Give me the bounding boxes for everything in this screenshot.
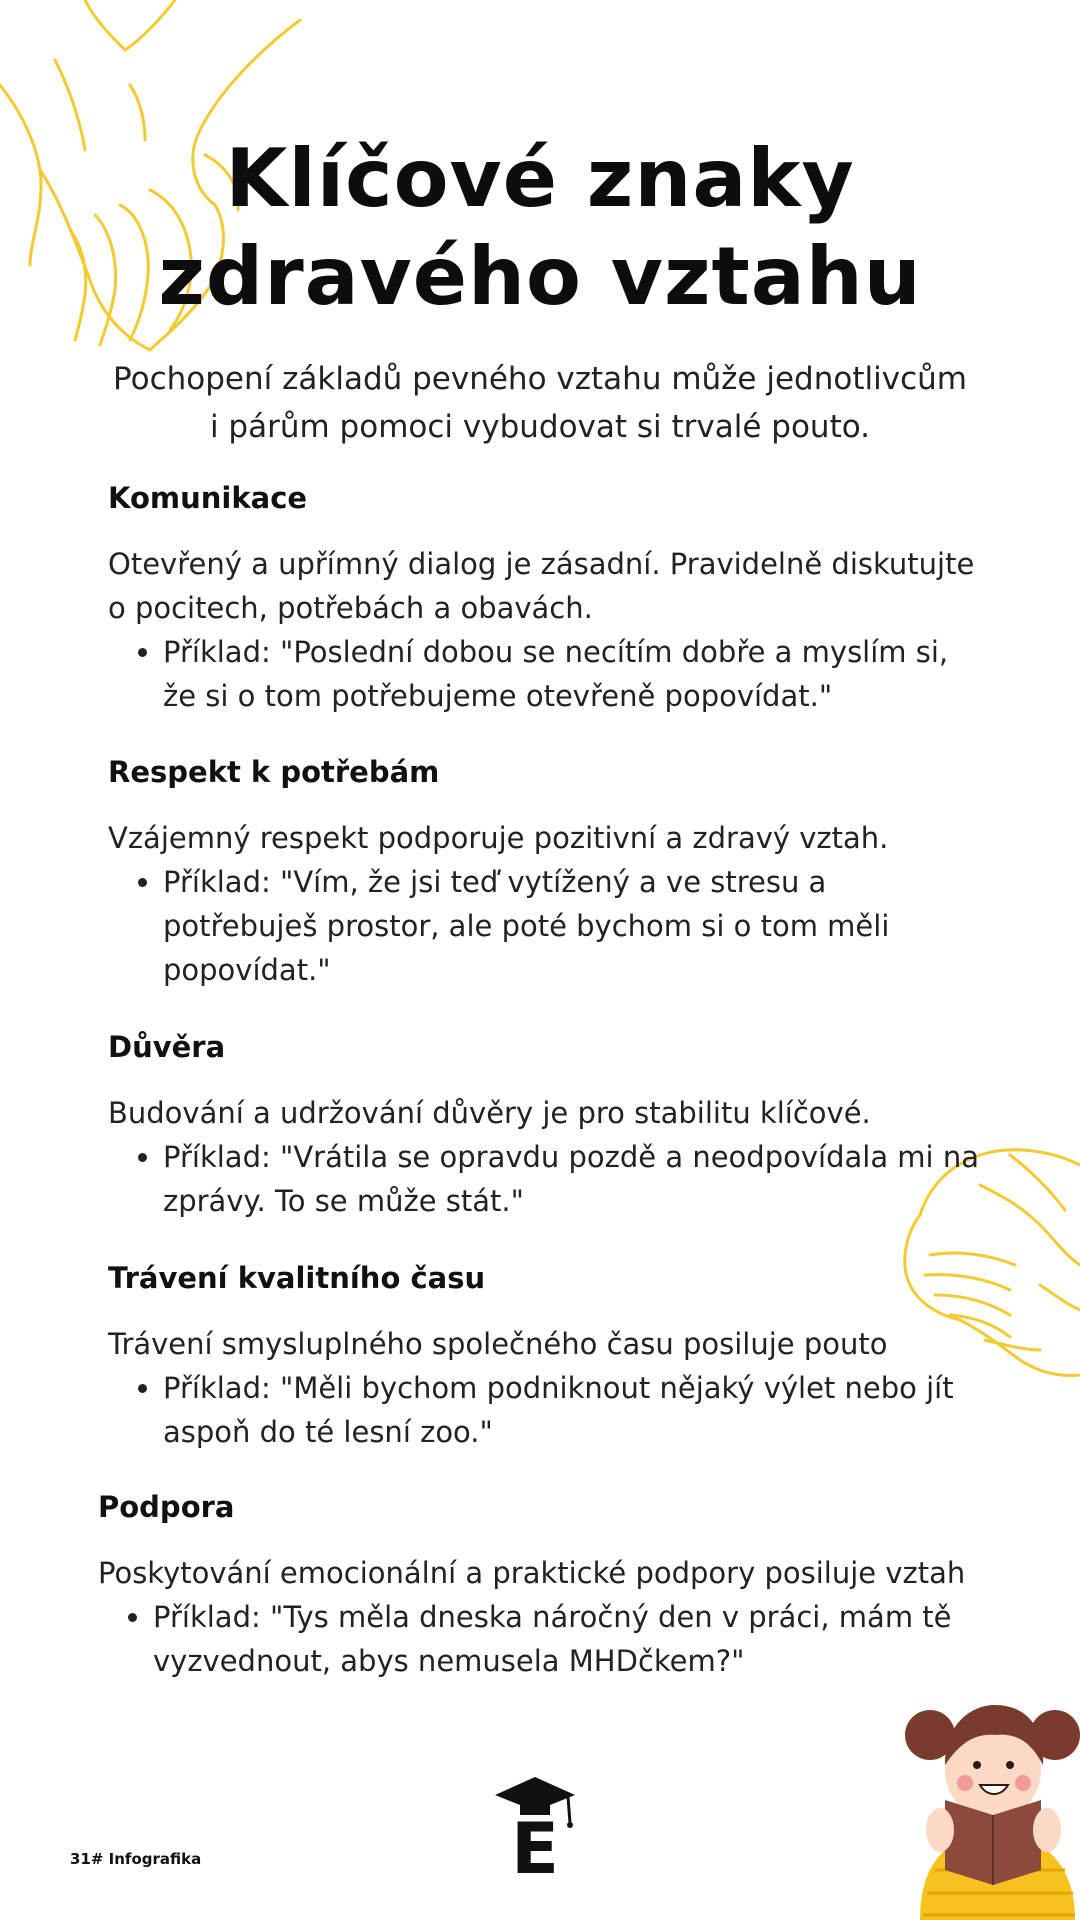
section-text: Vzájemný respekt podporuje pozitivní a zdravý vztah. (108, 821, 889, 855)
example-item: • Příklad: "Poslední dobou se necítím dobře a myslím si, že si o tom potřebujeme otevřeně popovídat." (163, 630, 988, 718)
footer-label: 31# Infografika (70, 1850, 202, 1868)
example-list (108, 1135, 988, 1223)
section-heading: Podpora (98, 1490, 235, 1524)
section-text: Budování a udržování důvěry je pro stabilitu klíčové. (108, 1096, 871, 1130)
page-title (90, 130, 990, 326)
graduation-cap-logo-icon (490, 1765, 580, 1890)
section-heading: Respekt k potřebám (108, 755, 440, 789)
subtitle-line-1: Pochopení základů pevného vztahu může jednotlivcům (113, 361, 967, 397)
example-item: • Příklad: "Vím, že jsi teď vytížený a ve stresu a potřebuješ prostor, ale poté bychom si o tom měli popovídat." (163, 860, 988, 992)
section-text: Otevřený a upřímný dialog je zásadní. Pravidelně diskutujte o pocitech, potřebách a obavách. (108, 547, 975, 625)
section-heading: Trávení kvalitního času (108, 1261, 486, 1295)
section-duvera (108, 1027, 988, 1223)
section-text: Poskytování emocionální a praktické podpory posiluje vztah (98, 1556, 966, 1590)
reading-girl-icon (905, 1665, 1080, 1920)
section-kvalitni-cas (108, 1258, 988, 1454)
example-list (98, 1595, 978, 1683)
title-line-2: zdravého vztahu (158, 230, 922, 323)
example-item: • Příklad: "Tys měla dneska náročný den v práci, mám tě vyzvednout, abys nemusela MHDčkem?" (153, 1595, 978, 1683)
section-heading: Komunikace (108, 481, 308, 515)
example-list (108, 1366, 988, 1454)
section-heading: Důvěra (108, 1030, 226, 1064)
example-item: • Příklad: "Měli bychom podniknout nějaký výlet nebo jít aspoň do té lesní zoo." (163, 1366, 988, 1454)
logo-letter: E (511, 1808, 559, 1890)
example-list (108, 860, 988, 992)
section-komunikace (108, 478, 988, 718)
subtitle-line-2: i párům pomoci vybudovat si trvalé pouto. (209, 409, 871, 445)
section-respekt (108, 752, 988, 992)
section-podpora (98, 1487, 978, 1683)
subtitle (75, 355, 1005, 451)
example-item: • Příklad: "Vrátila se opravdu pozdě a neodpovídala mi na zprávy. To se může stát." (163, 1135, 988, 1223)
section-text: Trávení smysluplného společného času posiluje pouto (108, 1327, 888, 1361)
example-list (108, 630, 988, 718)
title-line-1: Klíčové znaky (225, 132, 855, 225)
